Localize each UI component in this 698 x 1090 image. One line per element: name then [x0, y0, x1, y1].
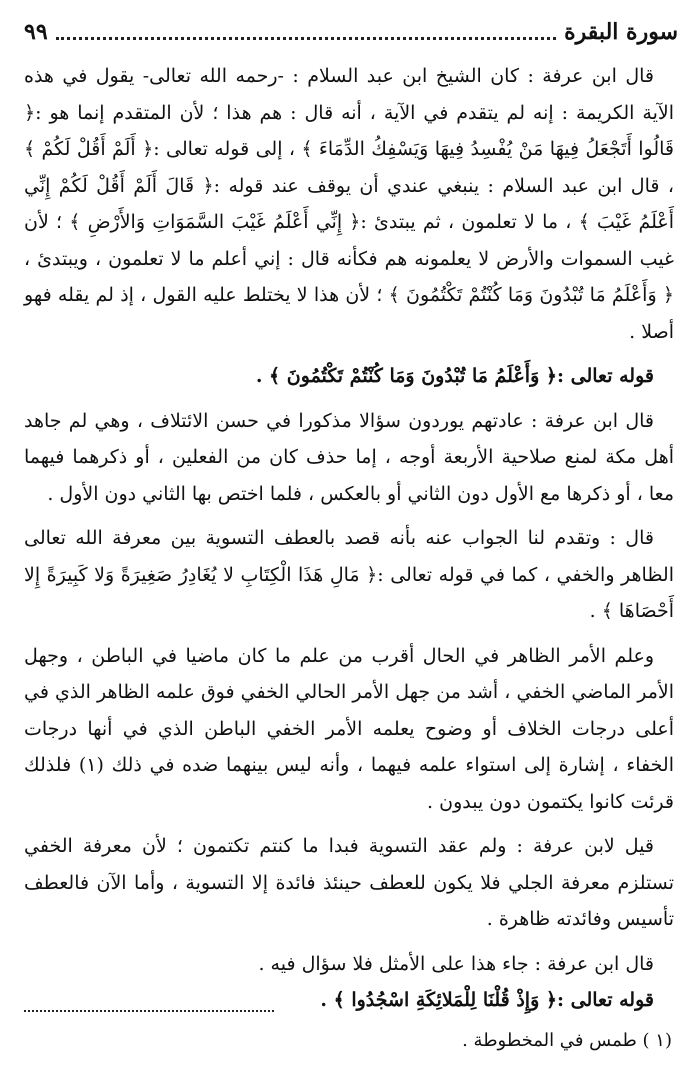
footnote-separator [24, 1010, 274, 1012]
header-dotted-rule [56, 37, 557, 40]
running-header [24, 12, 678, 52]
page-body [24, 58, 674, 1019]
paragraph-8-verse: قوله تعالى :﴿ وَإِذْ قُلْنَا لِلْمَلائِكَةِ اسْجُدُوا ﴾ . [320, 989, 654, 1011]
paragraph-3: قال ابن عرفة : عادتهم يوردون سؤالا مذكورا في حسن الائتلاف ، وهي لم جاهد أهل مكة لمنع صلاحية الأربعة أوجه ، إما حذف كان من الفعلين ، أو ذكرهما فيهما معا ، أو ذكرها مع الأول دون الثاني أو بالعكس ، فلما اختص بها الثاني دون الأول . [24, 409, 674, 505]
paragraph-6: قيل لابن عرفة : ولم عقد التسوية فبدا ما كنتم تكتمون ؛ لأن معرفة الخفي تستلزم معرفة الجلي فلا يكون للعطف حينئذ فائدة إلا التسوية ، وأما الآن فالعطف تأسيس وفائدته ظاهرة . [24, 835, 674, 930]
paragraph-5: وعلم الأمر الظاهر في الحال أقرب من علم ما كان ماضيا في الباطن ، وجهل الأمر الماضي الخفي ، أشد من جهل الأمر الحالي الخفي فوق علمه الظاهر الذي في أعلى درجات الخلاف أو وضوح يعلمه الأمر الخفي الباطن الذي في أنها درجات الخفاء ، إشارة إلى استواء علمه فيهما ، وأنه ليس بينهما ضده في ذلك (١) فلذلك قرئت كانوا يكتمون دون يبدون . [24, 644, 674, 813]
footnote: (١ ) طمس في المخطوطة . [462, 1030, 672, 1051]
page-number: ٩٩ [24, 19, 48, 45]
surah-title: سورة البقرة [564, 19, 678, 45]
paragraph-7: قال ابن عرفة : جاء هذا على الأمثل فلا سؤال فيه . [258, 952, 654, 975]
paragraph-4: قال : وتقدم لنا الجواب عنه بأنه قصد بالعطف التسوية بين معرفة الله تعالى الظاهر والخفي ، كما في قوله تعالى :﴿ مَالِ هَذَا الْكِتَابِ لا يُغَادِرُ صَغِيرَةً وَلا كَبِيرَةً إِلا أَحْصَاهَا ﴾ . [24, 527, 674, 622]
paragraph-1: قال ابن عرفة : كان الشيخ ابن عبد السلام : -رحمه الله تعالى- يقول في هذه الآية الكريمة : إنه لم يتقدم في الآية ، أنه قال : هم هذا ؛ لأن المتقدم إنما هو :﴿ قَالُوا أَتَجْعَلُ فِيهَا مَنْ يُفْسِدُ فِيهَا وَيَسْفِكُ الدِّمَاءَ ﴾ ، إلى قوله تعالى :﴿ أَلَمْ أَقُلْ لَكُمْ ﴾ ، قال ابن عبد السلام : ينبغي عندي أن يوقف عند قوله :﴿ قَالَ أَلَمْ أَقُلْ لَكُمْ إِنِّي أَعْلَمُ غَيْبَ ﴾ ، ما لا تعلمون ، ثم يبتدئ :﴿ إِنِّي أَعْلَمُ غَيْبَ السَّمَوَاتِ وَالأَرْضِ ﴾ ؛ لأن غيب السموات والأرض لا يعلمونه هم فكأنه قال : إني أعلم ما لا تعلمون ، ويبتدئ ، ﴿ وَأَعْلَمُ مَا تُبْدُونَ وَمَا كُنْتُمْ تَكْتُمُونَ ﴾ ؛ لأن هذا لا يختلط عليه القول ، إذ لم يقله فهو أصلا . [24, 65, 674, 343]
paragraph-2-verse: قوله تعالى :﴿ وَأَعْلَمُ مَا تُبْدُونَ وَمَا كُنْتُمْ تَكْتُمُونَ ﴾ . [255, 365, 654, 387]
